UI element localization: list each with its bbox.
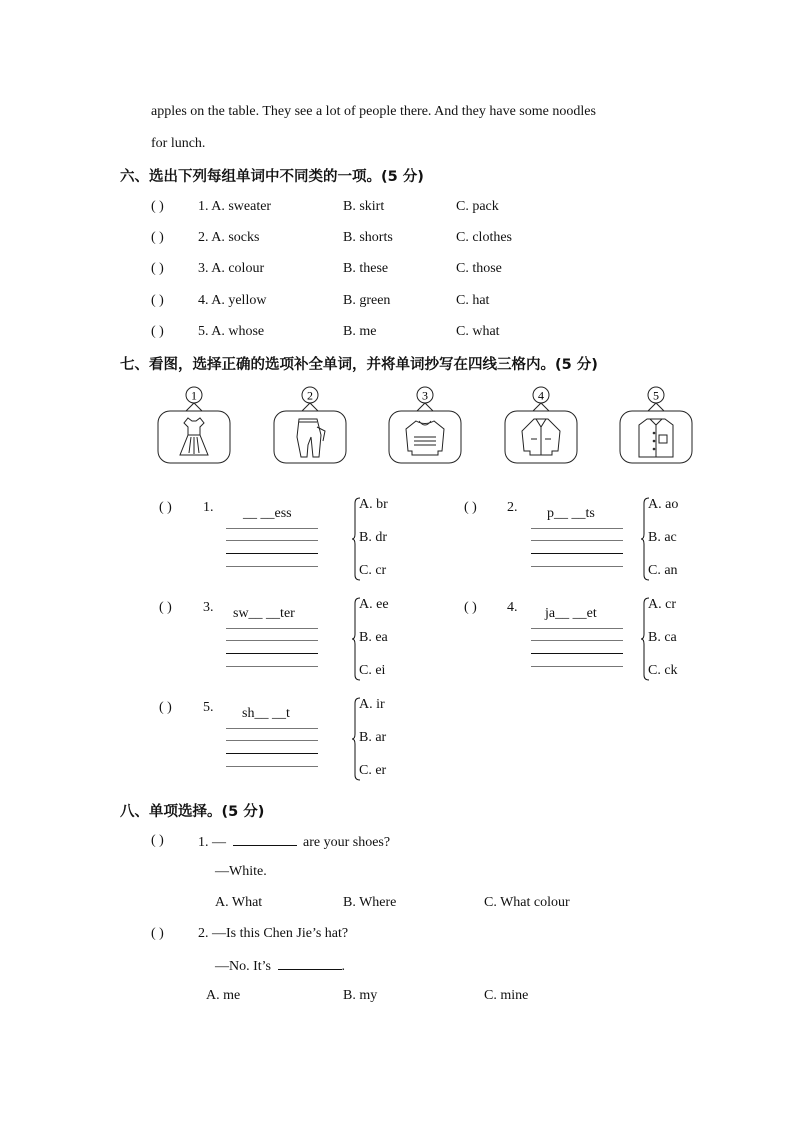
question-number: 3. — [203, 600, 214, 615]
option-b: B. ac — [648, 530, 677, 545]
picture-card-2 — [271, 385, 349, 465]
answer-paren[interactable]: ( ) — [151, 293, 164, 308]
blank-line[interactable] — [278, 957, 342, 970]
section-7-title: 七、看图，选择正确的选项补全单词，并将单词抄写在四线三格内。(5 分) — [120, 357, 598, 373]
four-line-grid[interactable] — [226, 528, 318, 568]
word-blank: ja__ __et — [545, 606, 597, 621]
option-b: B. dr — [359, 530, 387, 545]
option-b: B. these — [343, 261, 389, 276]
question-number: 4. — [507, 600, 518, 615]
blank-line[interactable] — [233, 833, 297, 846]
option-c: C. mine — [484, 988, 529, 1003]
option-b: B. ea — [359, 630, 388, 645]
answer-paren[interactable]: ( ) — [151, 926, 164, 941]
option-a: 5. A. whose — [198, 324, 265, 339]
question-number: 2. — [507, 500, 518, 515]
option-b: B. ca — [648, 630, 677, 645]
option-a: A. What — [215, 895, 263, 910]
picture-card-5 — [617, 385, 695, 465]
option-c: C. er — [359, 763, 387, 778]
question-number: 5. — [203, 700, 214, 715]
word-blank: sh__ __t — [242, 706, 290, 721]
option-c: C. ei — [359, 663, 386, 678]
question-stem: 2. —Is this Chen Jie’s hat? — [198, 926, 349, 941]
picture-card-4 — [502, 385, 580, 465]
word-blank: __ __ess — [243, 506, 292, 521]
picture-card-3 — [386, 385, 464, 465]
option-a: 1. A. sweater — [198, 199, 272, 214]
option-a: A. me — [206, 988, 241, 1003]
option-c: C. What colour — [484, 895, 570, 910]
stem-prefix: —No. It’s — [215, 959, 271, 974]
four-line-grid[interactable] — [226, 728, 318, 768]
option-b: B. me — [343, 324, 377, 339]
option-a: A. br — [359, 497, 388, 512]
dialogue-answer — [215, 957, 345, 975]
four-line-grid[interactable] — [531, 528, 623, 568]
picture-number: 3 — [422, 388, 428, 403]
picture-card-1 — [155, 385, 233, 465]
option-b: B. ar — [359, 730, 387, 745]
option-c: C. clothes — [456, 230, 512, 245]
stem-suffix: are your shoes? — [303, 835, 391, 850]
word-blank: sw__ __ter — [233, 606, 295, 621]
answer-paren[interactable]: ( ) — [151, 199, 164, 214]
answer-paren[interactable]: ( ) — [151, 833, 164, 848]
answer-paren[interactable]: ( ) — [159, 500, 172, 515]
answer-paren[interactable]: ( ) — [151, 230, 164, 245]
option-b: B. skirt — [343, 199, 385, 214]
option-b: B. green — [343, 293, 391, 308]
option-c: C. hat — [456, 293, 490, 308]
answer-paren[interactable]: ( ) — [464, 600, 477, 615]
word-blank: p__ __ts — [547, 506, 595, 521]
picture-number: 5 — [653, 388, 659, 403]
option-a: A. cr — [648, 597, 676, 612]
picture-number: 1 — [191, 388, 197, 403]
question-number: 1. — [203, 500, 214, 515]
option-a: A. ir — [359, 697, 385, 712]
four-line-grid[interactable] — [531, 628, 623, 668]
option-c: C. cr — [359, 563, 387, 578]
option-a: 3. A. colour — [198, 261, 265, 276]
option-c: C. an — [648, 563, 678, 578]
option-c: C. ck — [648, 663, 678, 678]
option-b: B. my — [343, 988, 378, 1003]
section-8-title: 八、单项选择。(5 分) — [120, 804, 265, 820]
option-a: A. ao — [648, 497, 679, 512]
stem-suffix: . — [341, 959, 345, 974]
option-a: 2. A. socks — [198, 230, 260, 245]
stem-prefix: 1. — — [198, 835, 226, 850]
question-stem — [198, 833, 390, 851]
option-c: C. those — [456, 261, 502, 276]
answer-paren[interactable]: ( ) — [151, 261, 164, 276]
section-6-title: 六、选出下列每组单词中不同类的一项。(5 分) — [120, 169, 424, 185]
option-a: 4. A. yellow — [198, 293, 267, 308]
option-c: C. pack — [456, 199, 499, 214]
answer-paren[interactable]: ( ) — [159, 600, 172, 615]
dialogue-answer: —White. — [215, 864, 267, 879]
picture-number: 4 — [538, 388, 544, 403]
picture-number: 2 — [307, 388, 313, 403]
option-b: B. Where — [343, 895, 397, 910]
four-line-grid[interactable] — [226, 628, 318, 668]
passage-line: apples on the table. They see a lot of people there. And they have some noodles — [151, 104, 596, 119]
answer-paren[interactable]: ( ) — [151, 324, 164, 339]
passage-line: for lunch. — [151, 136, 206, 151]
answer-paren[interactable]: ( ) — [464, 500, 477, 515]
option-b: B. shorts — [343, 230, 393, 245]
answer-paren[interactable]: ( ) — [159, 700, 172, 715]
option-a: A. ee — [359, 597, 389, 612]
option-c: C. what — [456, 324, 500, 339]
